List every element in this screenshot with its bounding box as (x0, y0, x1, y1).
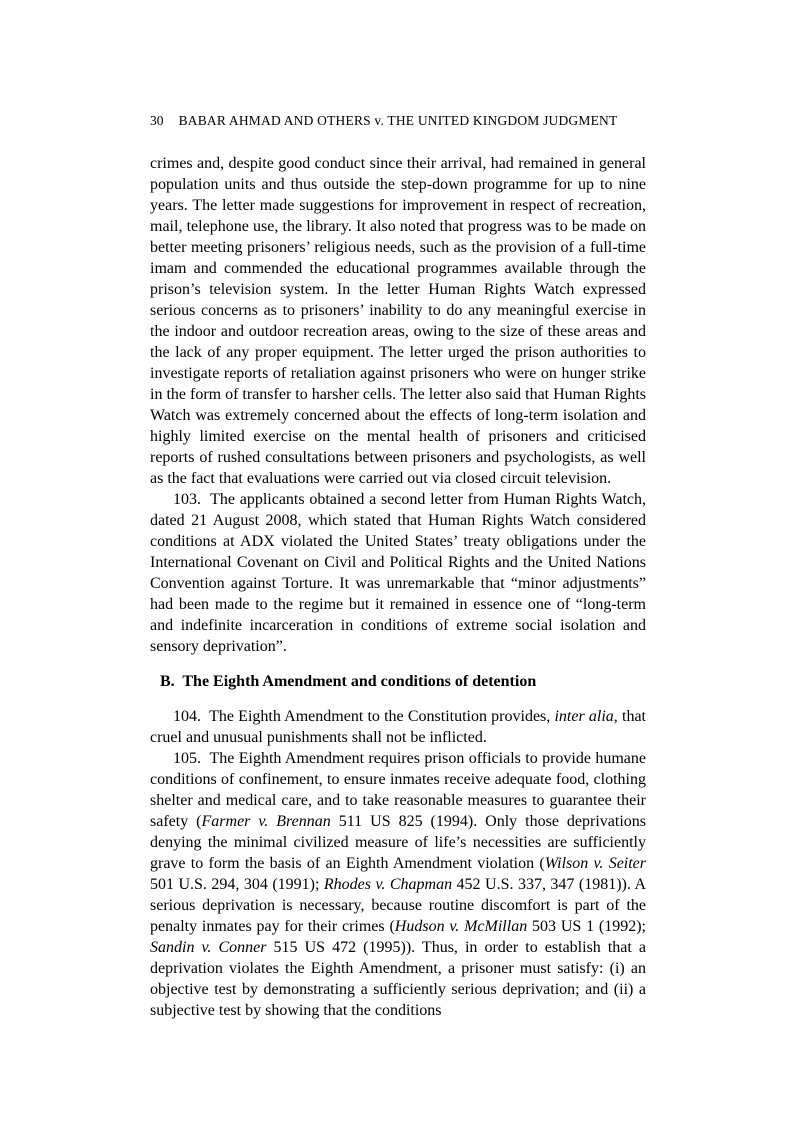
text-run: 103. The applicants obtained a second letter from Human Rights Watch, dated 21 August 2008, which stated that Human Rights Watch considered conditions at ADX violated the United States’ treaty obligations under the International Covenant on Civil and Political Rights and the United Nations Convention against Torture. It was unremarkable that “minor adjustments” had been made to the regime but it remained in essence one of “long-term and indefinite incarceration in conditions of extreme social isolation and sensory deprivation”. (150, 491, 646, 655)
text-column (150, 112, 646, 1021)
text-run: 515 US 472 (1995)). Thus, in order to establish that a deprivation violates the Eighth Amendment, a prisoner must satisfy: (i) an objective test by demonstrating a sufficiently serious deprivation; and (ii) a subjective test by showing that the conditions (150, 939, 647, 1019)
italic-text-run: Rhodes v. Chapman (323, 876, 453, 893)
running-header (150, 112, 646, 129)
text-run: 104. The Eighth Amendment to the Constitution provides, (173, 708, 555, 725)
paragraph (150, 706, 646, 748)
running-title: BABAR AHMAD AND OTHERS v. THE UNITED KINGDOM JUDGMENT (178, 113, 618, 128)
italic-text-run: inter alia (554, 708, 614, 725)
text-run: 503 US 1 (1992); (527, 918, 646, 935)
paragraph (150, 489, 646, 657)
text-run: , that cruel and unusual punishments shall not be inflicted. (150, 708, 646, 746)
section-heading (160, 671, 646, 692)
italic-text-run: Hudson v. McMillan (394, 918, 528, 935)
text-run: B. The Eighth Amendment and conditions of detention (160, 673, 537, 690)
text-run: 501 U.S. 294, 304 (1991); (150, 876, 324, 893)
text-run: 511 US 825 (1994). Only those deprivations denying the minimal civilized measure of life’s necessities are sufficiently grave to form the basis of an Eighth Amendment violation ( (150, 813, 646, 872)
italic-text-run: Wilson v. Seiter (544, 855, 647, 872)
italic-text-run: Sandin v. Conner (150, 939, 267, 956)
document-body (150, 153, 646, 1021)
text-run: crimes and, despite good conduct since their arrival, had remained in general population units and thus outside the step-down programme for up to nine years. The letter made suggestions for improvement in respect of recreation, mail, telephone use, the library. It also noted that progress was to be made on better meeting prisoners’ religious needs, such as the provision of a full-time imam and commended the educational programmes available through the prison’s television system. In the letter Human Rights Watch expressed serious concerns as to prisoners’ inability to do any meaningful exercise in the indoor and outdoor recreation areas, owing to the size of these areas and the lack of any proper equipment. The letter urged the prison authorities to investigate reports of retaliation against prisoners who were on hunger strike in the form of transfer to harsher cells. The letter also said that Human Rights Watch was extremely concerned about the effects of long-term isolation and highly limited exercise on the mental health of prisoners and criticised reports of rushed consultations between prisoners and psychologists, as well as the fact that evaluations were carried out via closed circuit television. (150, 155, 647, 487)
italic-text-run: Farmer v. Brennan (201, 813, 331, 830)
text-run: 452 U.S. 337, 347 (1981)). A serious deprivation is necessary, because routine discomfort is part of the penalty inmates pay for their crimes ( (150, 876, 647, 935)
text-run: 105. The Eighth Amendment requires prison officials to provide humane conditions of confinement, to ensure inmates receive adequate food, clothing shelter and medical care, and to take reasonable measures to guarantee their safety ( (150, 750, 646, 830)
page-number: 30 (150, 113, 164, 128)
paragraph (150, 153, 646, 489)
paragraph (150, 748, 646, 1021)
